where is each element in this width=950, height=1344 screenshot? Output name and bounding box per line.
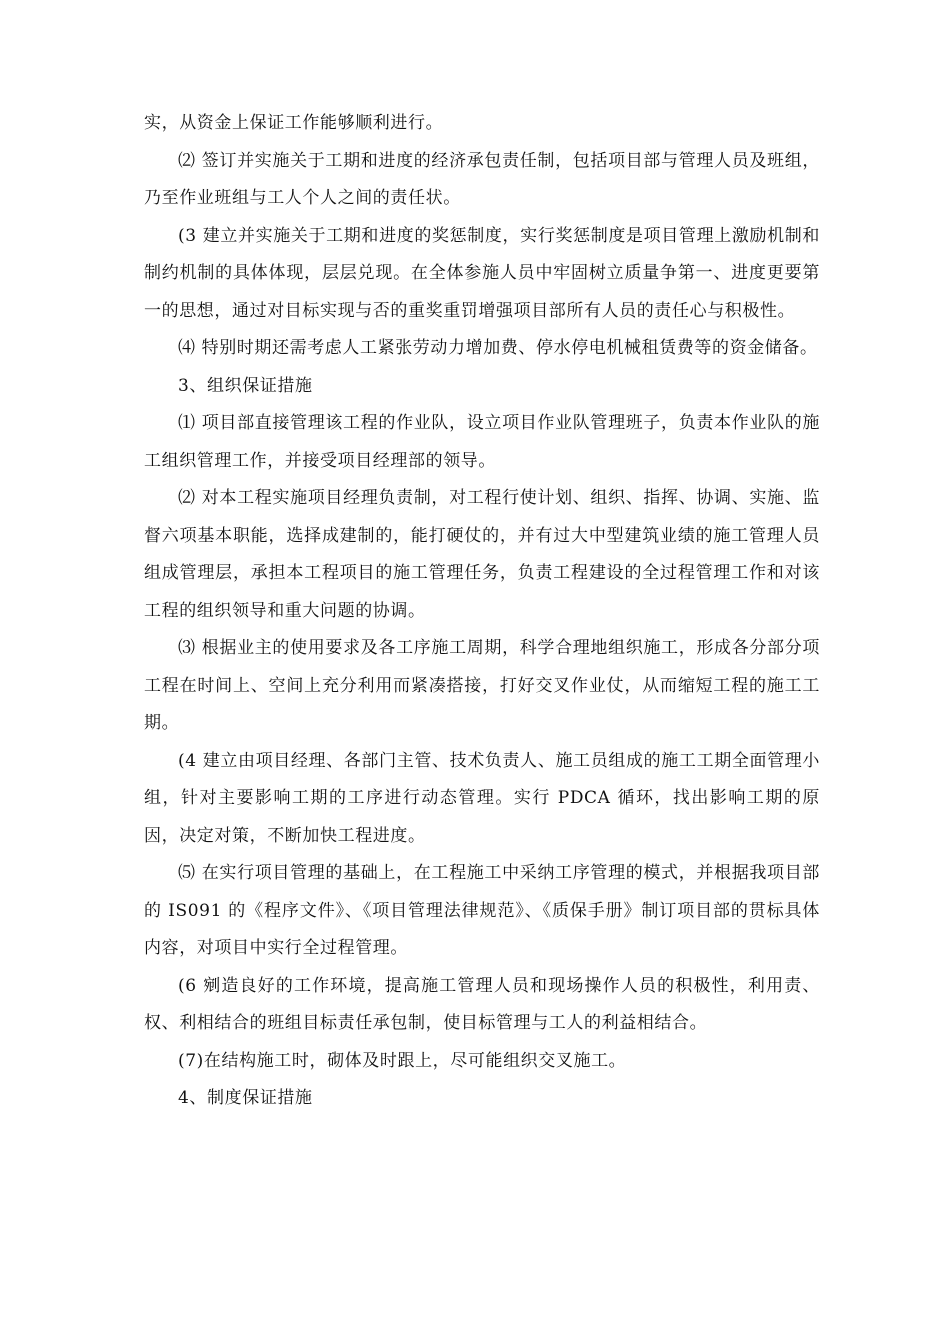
paragraph-org-item-4: (4 建立由项目经理、各部门主管、技术负责人、施工员组成的施工工期全面管理小组，针对主要影响工期的工序进行动态管理。实行 PDCA 循环，找出影响工期的原因，决定对策，不断加快工程进度。 bbox=[144, 750, 820, 846]
paragraph-org-item-7: (7)在结构施工时，砌体及时跟上，尽可能组织交叉施工。 bbox=[178, 1050, 627, 1071]
section-heading-3: 3、组织保证措施 bbox=[178, 375, 313, 396]
paragraph-org-item-6: (6 剜造良好的工作环境，提高施工管理人员和现场操作人员的积极性，利用责、权、利相结合的班组目标责任承包制，使目标管理与工人的利益相结合。 bbox=[144, 975, 820, 1033]
paragraph-org-item-1: ⑴ 项目部直接管理该工程的作业队，设立项目作业队管理班子，负责本作业队的施工组织管理工作，并接受项目经理部的领导。 bbox=[144, 413, 820, 471]
document-body bbox=[144, 105, 820, 1118]
section-heading-4: 4、制度保证措施 bbox=[178, 1088, 313, 1108]
paragraph-continuation: 实，从资金上保证工作能够顺利进行。 bbox=[144, 113, 444, 133]
paragraph-org-item-2: ⑵ 对本工程实施项目经理负责制，对工程行使计划、组织、指挥、协调、实施、监督六项基本职能，选择成建制的，能打硬仗的，并有过大中型建筑业绩的施工管理人员组成管理层，承担本工程项目的施工管理任务，负责工程建设的全过程管理工作和对该工程的组织领导和重大问题的协调。 bbox=[144, 488, 820, 621]
paragraph-item-2: ⑵ 签订并实施关于工期和进度的经济承包责任制，包括项目部与管理人员及班组，乃至作业班组与工人个人之间的责任状。 bbox=[144, 150, 820, 208]
paragraph-item-3: (3 建立并实施关于工期和进度的奖惩制度，实行奖惩制度是项目管理上激励机制和制约机制的具体体现，层层兑现。在全体参施人员中牢固树立质量争第一、进度更要第一的思想，通过对目标实现与否的重奖重罚增强项目部所有人员的责任心与积极性。 bbox=[144, 225, 820, 321]
paragraph-item-4: ⑷ 特别时期还需考虑人工紧张劳动力增加费、停水停电机械租赁费等的资金储备。 bbox=[178, 338, 818, 358]
paragraph-org-item-3: ⑶ 根据业主的使用要求及各工序施工周期，科学合理地组织施工，形成各分部分项工程在时间上、空间上充分利用而紧凑搭接，打好交叉作业仗，从而缩短工程的施工工期。 bbox=[144, 638, 820, 733]
paragraph-org-item-5: ⑸ 在实行项目管理的基础上，在工程施工中采纳工序管理的模式，并根据我项目部的 IS091 的《程序文件》、《项目管理法律规范》、《质保手册》制订项目部的贯标具体内容，对项目中实行全过程管理。 bbox=[144, 863, 820, 958]
